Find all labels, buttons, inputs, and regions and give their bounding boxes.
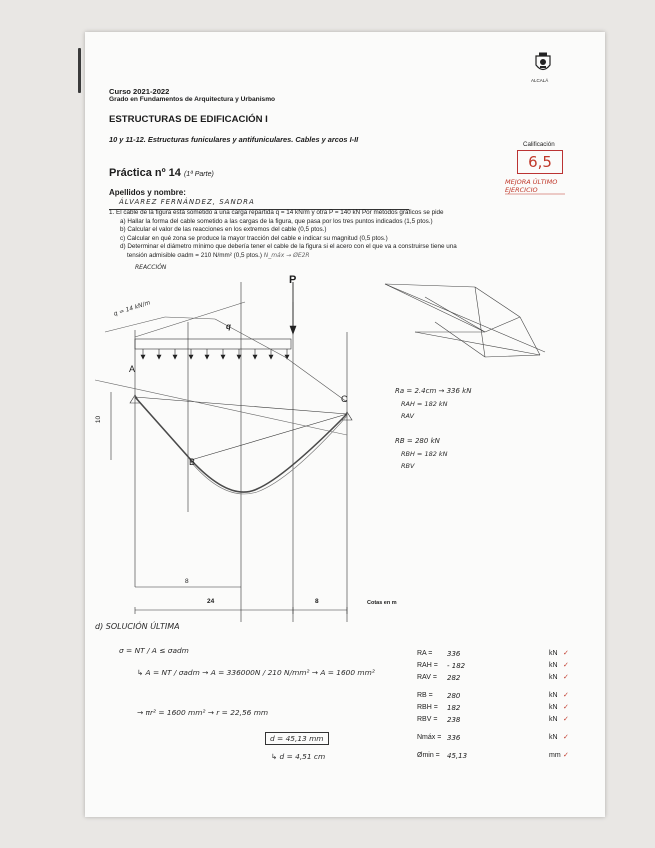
university-name: ALCALÁ	[531, 78, 549, 83]
note-rav: RAV	[401, 412, 415, 420]
check-icon: ✓	[563, 674, 569, 681]
topic-title: 10 y 11-12. Estructuras funiculares y antifuniculares. Cables y arcos I-II	[109, 135, 359, 144]
practice-part: (1ª Parte)	[183, 171, 214, 178]
question-1: 1. El cable de la figura está sometido a una carga repartida q = 14 kN/m y otra P = 140 kN Por métodos gráficos se pide	[109, 209, 444, 216]
grade-note: MEJORA ÚLTIMO EJERCICIO	[505, 178, 558, 194]
calc-line-1: σ = NT / A ≤ σadm	[119, 646, 189, 655]
q-hand-note: q = 14 kN/m	[112, 299, 152, 318]
label-A: A	[129, 364, 136, 374]
question-1d-text: tensión admisible σadm = 210 N/mm² (0,5 ptos.)	[127, 251, 262, 259]
result-value: 45,13	[447, 752, 468, 760]
result-key: RA =	[417, 650, 433, 657]
label-q: q	[226, 322, 231, 331]
result-row-dmin	[417, 752, 595, 764]
note-rah: RAH = 182 kN	[401, 400, 448, 408]
result-unit: kN	[549, 716, 558, 723]
result-key: RBH =	[417, 704, 438, 711]
check-icon: ✓	[563, 662, 569, 669]
dim-8-left: 8	[185, 578, 189, 585]
result-value: 280	[447, 692, 461, 700]
check-icon: ✓	[563, 716, 569, 723]
result-key: RAV =	[417, 674, 437, 681]
note-rbv: RBV	[401, 462, 415, 470]
result-unit: kN	[549, 674, 558, 681]
units-label: Cotas en m	[367, 600, 397, 606]
note-rb: RB = 280 kN	[395, 437, 440, 445]
degree-name: Grado en Fundamentos de Arquitectura y Urbanismo	[109, 96, 276, 103]
label-B: B	[189, 457, 196, 467]
result-value: 238	[447, 716, 461, 724]
subject-title: ESTRUCTURAS DE EDIFICACIÓN I	[109, 114, 268, 125]
result-value: 336	[447, 650, 461, 658]
result-unit: kN	[549, 734, 558, 741]
note-ra: Ra = 2.4cm → 336 kN	[395, 387, 472, 395]
check-icon: ✓	[563, 734, 569, 741]
check-icon: ✓	[563, 692, 569, 699]
check-icon: ✓	[563, 752, 569, 759]
result-value: 336	[447, 734, 461, 742]
question-1d: d) Determinar el diámetro mínimo que debería tener el cable de la figura si el acero con el que va a construirse tiene una	[120, 243, 457, 251]
result-row-rav	[417, 674, 595, 686]
question-1a: a) Hallar la forma del cable sometido a las cargas de la figura, que pasa por los tres puntos indicados (1,5 ptos.)	[120, 217, 433, 225]
grade-label: Calificación	[523, 141, 555, 148]
course-year: Curso 2021-2022	[109, 87, 170, 96]
names-label: Apellidos y nombre:	[109, 188, 186, 197]
result-key: Ømin =	[417, 752, 440, 759]
result-row-rbv	[417, 716, 595, 728]
result-unit: kN	[549, 650, 558, 657]
result-key: RB =	[417, 692, 433, 699]
dim-8-right: 8	[315, 598, 319, 605]
check-icon: ✓	[563, 650, 569, 657]
results-table	[417, 650, 595, 764]
result-value: - 182	[447, 662, 466, 670]
calc-line-3: → πr² = 1600 mm² → r = 22,56 mm	[137, 708, 269, 717]
calc-line-5: ↳ d = 4,51 cm	[271, 752, 326, 761]
calc-line-4: d = 45,13 mm	[265, 732, 329, 745]
result-unit: kN	[549, 692, 558, 699]
result-unit: kN	[549, 662, 558, 669]
calc-title: d) SOLUCIÓN ÚLTIMA	[95, 622, 180, 631]
result-key: RBV =	[417, 716, 438, 723]
note-rbh: RBH = 182 kN	[401, 450, 448, 458]
result-key: Nmáx =	[417, 734, 442, 741]
result-key: RAH =	[417, 662, 438, 669]
label-P: P	[289, 274, 297, 286]
label-C: C	[341, 394, 348, 404]
student-name: ÁLVAREZ FERNÁNDEZ, SANDRA	[119, 198, 255, 206]
result-value: 182	[447, 704, 461, 712]
result-value: 282	[447, 674, 461, 682]
calc-line-2: ↳ A = NT / σadm → A = 336000N / 210 N/mm² → A = 1600 mm²	[137, 668, 375, 677]
result-unit: kN	[549, 704, 558, 711]
check-icon: ✓	[563, 704, 569, 711]
question-1c: c) Calcular en qué zona se produce la mayor tracción del cable e indicar su magnitud (0,5 ptos.)	[120, 234, 388, 242]
result-unit: mm	[549, 752, 561, 759]
dim-24: 24	[207, 598, 215, 605]
question-1d-handnote: N_máx → ØE2R	[263, 251, 310, 259]
binder-mark	[78, 48, 81, 93]
question-1b: b) Calcular el valor de las reacciones en los extremos del cable (0,5 ptos.)	[120, 226, 327, 234]
dim-height-10: 10	[95, 415, 103, 424]
exam-sheet	[85, 32, 605, 817]
reaction-hand-note: REACCIÓN	[135, 264, 167, 271]
result-row-nmax	[417, 734, 595, 746]
grade-value: 6,5	[517, 150, 563, 174]
practice-number: Práctica nº 14	[109, 167, 181, 179]
